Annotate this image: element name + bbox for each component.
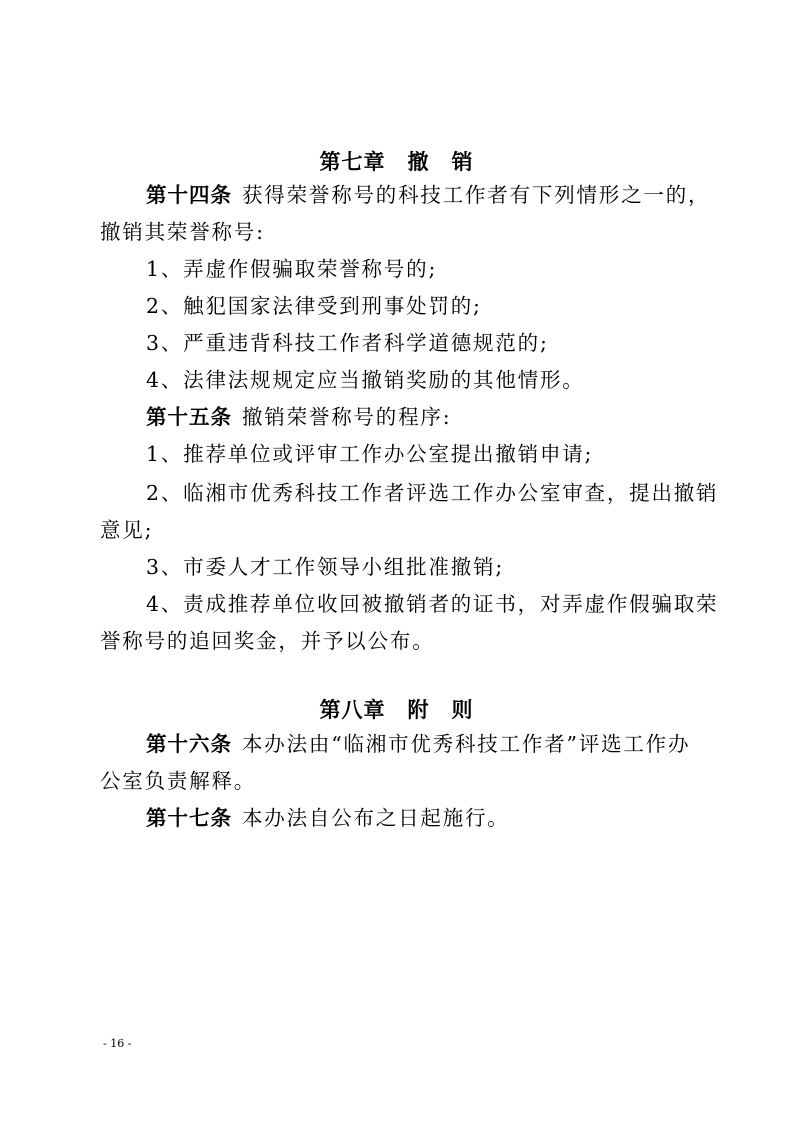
article-15-item-4-line-1: 4、责成推荐单位收回被撤销者的证书，对弄虚作假骗取荣 [146,592,719,616]
article-14-line-2: 撤销其荣誉称号: [100,220,265,244]
article-15-item-2-line-1: 2、临湘市优秀科技工作者评选工作办公室审查，提出撤销 [146,481,719,505]
chapter-7-heading: 第七章 撤 销 [319,150,474,174]
article-15-item-2-line-2: 意见; [100,518,154,542]
article-17-label: 第十七条 [146,806,232,830]
chapter-8-heading: 第八章 附 则 [319,698,474,722]
article-16-line-1 [146,732,756,756]
article-17-line [146,806,756,830]
article-14-item-1: 1、弄虚作假骗取荣誉称号的; [146,257,438,281]
article-15-label: 第十五条 [146,405,232,429]
article-14-line-1 [146,183,756,207]
article-14-item-2: 2、触犯国家法律受到刑事处罚的; [146,294,482,318]
page-number: - 16 - [103,1037,132,1050]
article-16-label: 第十六条 [146,732,232,756]
article-16-text: 本办法由“临湘市优秀科技工作者”评选工作办 [242,732,691,756]
article-14-item-3: 3、严重违背科技工作者科学道德规范的; [146,331,549,355]
article-15-line [146,405,756,429]
article-14-label: 第十四条 [146,183,232,207]
article-15-text: 撤销荣誉称号的程序: [242,405,452,429]
article-16-line-2: 公室负责解释。 [100,769,257,793]
article-15-item-4-line-2: 誉称号的追回奖金，并予以公布。 [100,629,435,653]
article-15-item-3: 3、市委人才工作领导小组批准撤销; [146,555,505,579]
article-14-text: 获得荣誉称号的科技工作者有下列情形之一的， [242,183,711,207]
article-15-item-1: 1、推荐单位或评审工作办公室提出撤销申请; [146,442,594,466]
article-14-item-4: 4、法律法规规定应当撤销奖励的其他情形。 [146,368,585,392]
article-17-text: 本办法自公布之日起施行。 [242,806,510,830]
